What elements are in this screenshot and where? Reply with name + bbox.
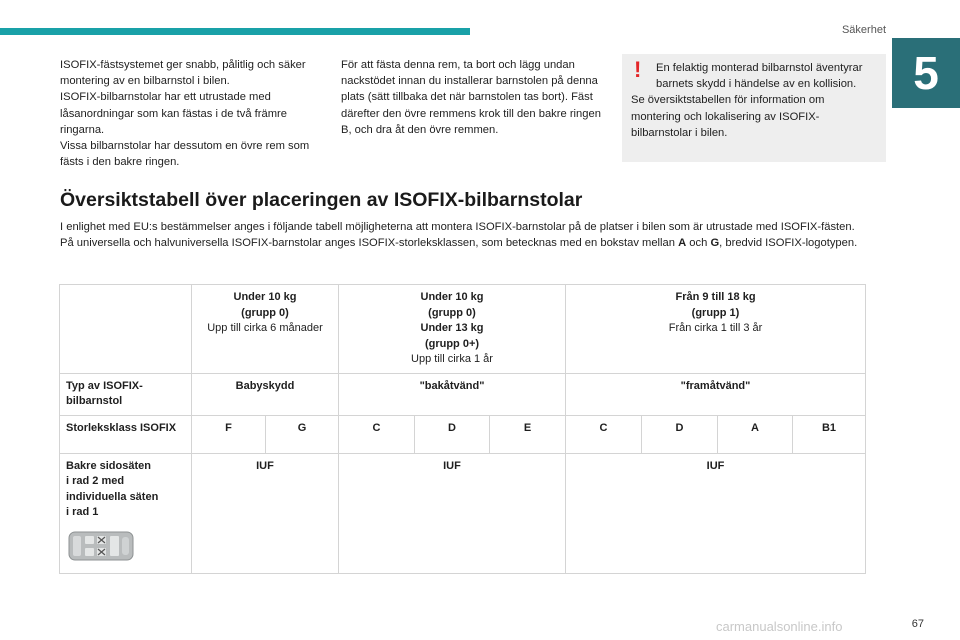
intro-text <box>60 219 860 251</box>
paragraph: På universella och halvuniversella ISOFIX-barnstolar anges ISOFIX-storleksklassen, som betecknas med en bokstav mellan A och G, bredvid ISOFIX-logotypen. <box>60 237 858 250</box>
section-title: Säkerhet <box>841 24 886 36</box>
table-cell: IUF <box>566 453 866 574</box>
watermark: carmanualsonline.info <box>716 619 843 634</box>
table-row <box>60 285 866 374</box>
row-label: Typ av ISOFIX-bilbarnstol <box>60 373 192 415</box>
table-cell: D <box>415 415 490 453</box>
paragraph: Vissa bilbarnstolar har dessutom en övre rem som fästs i den bakre ringen. <box>60 140 310 169</box>
table-cell: F <box>192 415 266 453</box>
paragraph: För att fästa denna rem, ta bort och lägg undan nackstödet innan du installerar barnstolen på denna plats (sätt tillbaka det när barnstolen tas bort). Fäst därefter den övre remmens krok till den bakre ringen B, och dra åt den övre remmen. <box>341 59 601 136</box>
table-cell <box>60 285 192 374</box>
row-label: Storleksklass ISOFIX <box>60 415 192 453</box>
table-cell: G <box>266 415 339 453</box>
group-header-cell: Under 10 kg (grupp 0) Under 13 kg (grupp 0+) Upp till cirka 1 år <box>339 285 566 374</box>
row-label: Bakre sidosäten i rad 2 med individuella säten i rad 1 <box>60 453 192 574</box>
group-header-cell: Under 10 kg (grupp 0) Upp till cirka 6 månader <box>192 285 339 374</box>
table-cell: C <box>339 415 415 453</box>
warning-text: En felaktig monterad bilbarnstol äventyrar barnets skydd i händelse av en kollision. <box>656 62 863 91</box>
table-cell: "bakåtvänd" <box>339 373 566 415</box>
text-column-2 <box>341 57 603 138</box>
table-row <box>60 453 866 574</box>
paragraph: ISOFIX-fästsystemet ger snabb, pålitlig och säker montering av en bilbarnstol i bilen. <box>60 59 306 88</box>
warning-box <box>622 54 886 162</box>
chapter-number: 5 <box>892 38 960 108</box>
table-cell: "framåtvänd" <box>566 373 866 415</box>
table-cell: Babyskydd <box>192 373 339 415</box>
paragraph: ISOFIX-bilbarnstolar har ett utrustade med låsanordningar som kan fästas i de två främre ringarna. <box>60 91 287 136</box>
vehicle-seat-diagram-icon <box>68 529 134 563</box>
table-cell: D <box>642 415 718 453</box>
header-accent-bar <box>0 28 470 35</box>
warning-text: Se översiktstabellen för information om montering och lokalisering av ISOFIX-bilbarnstolar i bilen. <box>631 94 825 139</box>
warning-exclamation-icon: ! <box>634 57 642 82</box>
table-cell: IUF <box>339 453 566 574</box>
table-row <box>60 415 866 453</box>
paragraph: I enlighet med EU:s bestämmelser anges i följande tabell möjligheterna att montera ISOFIX-barnstolar på de platser i bilen som är utrustade med ISOFIX-fästen. <box>60 221 855 233</box>
page-number: 67 <box>911 618 924 630</box>
table-cell: B1 <box>793 415 866 453</box>
text-column-1 <box>60 57 315 170</box>
table-cell: IUF <box>192 453 339 574</box>
table-cell: A <box>718 415 793 453</box>
table-row <box>60 373 866 415</box>
table-cell: C <box>566 415 642 453</box>
group-header-cell: Från 9 till 18 kg (grupp 1) Från cirka 1 till 3 år <box>566 285 866 374</box>
isofix-table <box>59 284 866 574</box>
section-heading: Översiktstabell över placeringen av ISOFIX-bilbarnstolar <box>60 189 583 211</box>
table-cell: E <box>490 415 566 453</box>
